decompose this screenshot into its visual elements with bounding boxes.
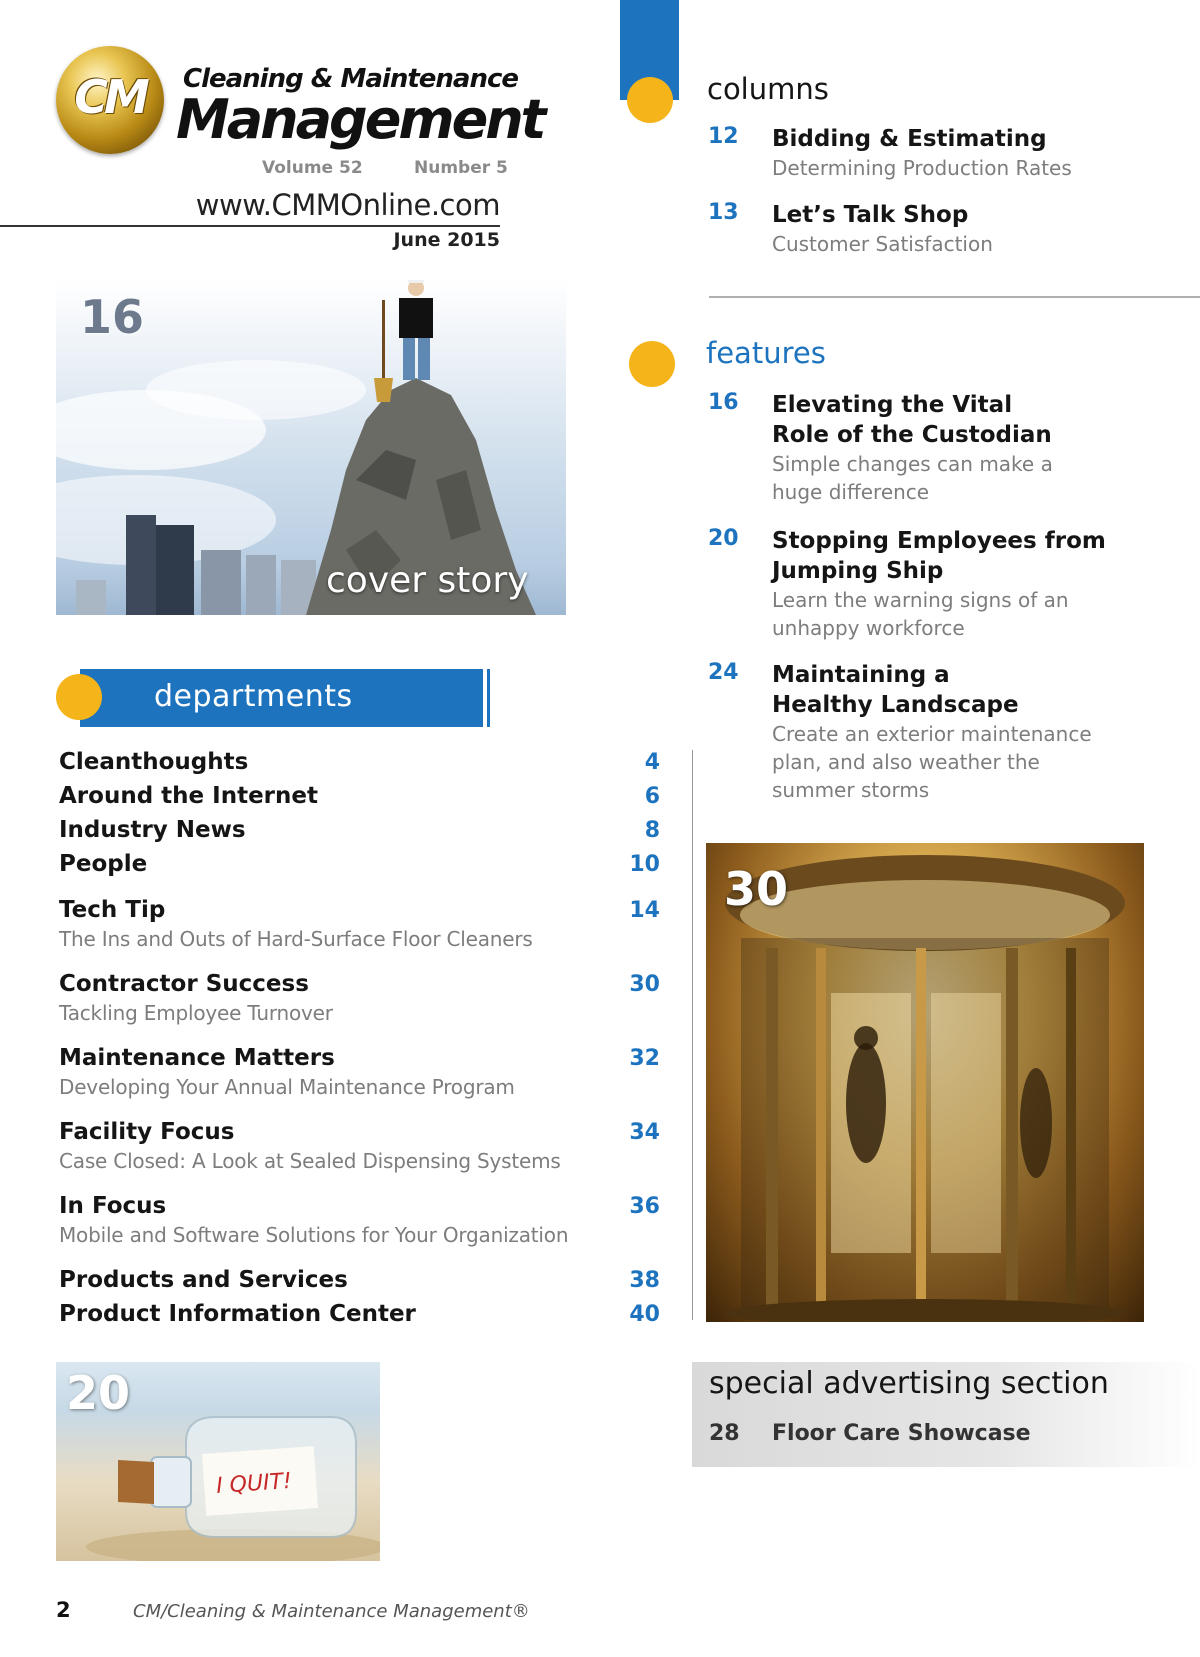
column-divider	[692, 750, 693, 1320]
issue-date: June 2015	[393, 229, 500, 251]
special-section-title: special advertising section	[709, 1366, 1109, 1401]
department-title: Facility Focus	[59, 1119, 235, 1145]
departments-banner-edge	[487, 669, 490, 727]
column-subtitle: Determining Production Rates	[772, 156, 1072, 180]
department-title: Tech Tip	[59, 897, 166, 923]
feature-title-line: Healthy Landscape	[772, 692, 1019, 718]
department-subtitle: Developing Your Annual Maintenance Program	[59, 1075, 515, 1099]
department-item[interactable]	[59, 783, 318, 809]
department-subtitle: Mobile and Software Solutions for Your Organization	[59, 1223, 569, 1247]
department-page: 6	[644, 784, 660, 809]
department-item[interactable]	[59, 897, 533, 951]
logo-line-1: Cleaning & Maintenance	[183, 64, 519, 94]
department-title: Around the Internet	[59, 783, 318, 809]
feature-title-line: Jumping Ship	[772, 558, 944, 584]
columns-bullet-icon	[627, 77, 673, 123]
department-subtitle: Tackling Employee Turnover	[59, 1001, 333, 1025]
feature-entry[interactable]	[708, 526, 1188, 642]
department-title: In Focus	[59, 1193, 167, 1219]
feature-title-line: Maintaining a	[772, 662, 950, 688]
bottle-image-page-number: 20	[66, 1366, 131, 1420]
door-image-page-number: 30	[724, 862, 789, 916]
footer-publication: CM/Cleaning & Maintenance Management®	[133, 1601, 530, 1622]
feature-subtitle-line: Learn the warning signs of an	[772, 588, 1069, 612]
department-item[interactable]	[59, 1267, 348, 1293]
column-page: 13	[708, 200, 739, 225]
feature-subtitle-line: huge difference	[772, 480, 930, 504]
feature-page: 16	[708, 390, 739, 415]
department-item[interactable]	[59, 1119, 561, 1173]
masthead-divider	[0, 225, 500, 227]
departments-bullet-icon	[56, 674, 102, 720]
department-item[interactable]	[59, 1045, 515, 1099]
department-page: 38	[629, 1268, 660, 1293]
feature-subtitle-line: Create an exterior maintenance	[772, 722, 1092, 746]
features-bullet-icon	[629, 341, 675, 387]
column-subtitle: Customer Satisfaction	[772, 232, 993, 256]
column-entry[interactable]	[708, 124, 1188, 182]
department-page: 40	[629, 1302, 660, 1327]
department-title: Industry News	[59, 817, 246, 843]
department-title: Contractor Success	[59, 971, 309, 997]
feature-page: 24	[708, 660, 739, 685]
feature-subtitle-line: unhappy workforce	[772, 616, 965, 640]
department-item[interactable]	[59, 851, 147, 877]
department-item[interactable]	[59, 1193, 568, 1247]
features-title: features	[706, 336, 826, 370]
feature-title-line: Stopping Employees from	[772, 528, 1106, 554]
special-section-item[interactable]: Floor Care Showcase	[772, 1421, 1031, 1446]
volume-label: Volume 52	[262, 158, 363, 178]
bottle-note-text: I QUIT!	[215, 1468, 293, 1500]
columns-divider	[709, 296, 1200, 298]
department-title: Product Information Center	[59, 1301, 416, 1327]
column-page: 12	[708, 124, 739, 149]
feature-subtitle-line: plan, and also weather the	[772, 750, 1040, 774]
department-item[interactable]	[59, 971, 333, 1025]
department-item[interactable]	[59, 817, 246, 843]
feature-title-line: Elevating the Vital	[772, 392, 1013, 418]
feature-title-line: Role of the Custodian	[772, 422, 1052, 448]
column-title: Bidding & Estimating	[772, 126, 1047, 152]
department-title: Cleanthoughts	[59, 749, 249, 775]
magazine-logo-badge	[56, 46, 164, 154]
feature-entry[interactable]	[708, 660, 1188, 804]
feature-entry[interactable]	[708, 390, 1188, 506]
feature-subtitle-line: Simple changes can make a	[772, 452, 1053, 476]
department-page: 4	[644, 750, 660, 775]
department-page: 34	[629, 1120, 660, 1145]
department-page: 10	[629, 852, 660, 877]
department-page: 8	[644, 818, 660, 843]
website-url[interactable]: www.CMMOnline.com	[195, 188, 500, 222]
department-subtitle: Case Closed: A Look at Sealed Dispensing Systems	[59, 1149, 561, 1173]
column-entry[interactable]	[708, 200, 1188, 258]
logo-mark: CM	[74, 70, 146, 124]
department-page: 30	[629, 972, 660, 997]
cover-story-caption: cover story	[326, 560, 529, 601]
feature-subtitle-line: summer storms	[772, 778, 930, 802]
issue-number-label: Number 5	[414, 158, 508, 178]
special-section-page: 28	[709, 1421, 740, 1446]
departments-title: departments	[154, 679, 353, 714]
department-page: 32	[629, 1046, 660, 1071]
department-page: 14	[629, 898, 660, 923]
columns-title: columns	[707, 72, 829, 106]
department-page: 36	[629, 1194, 660, 1219]
department-item[interactable]	[59, 749, 248, 775]
department-title: People	[59, 851, 148, 877]
column-title: Let’s Talk Shop	[772, 202, 969, 228]
feature-page: 20	[708, 526, 739, 551]
logo-line-2: Management	[176, 88, 544, 151]
department-subtitle: The Ins and Outs of Hard-Surface Floor Cleaners	[59, 927, 533, 951]
department-title: Products and Services	[59, 1267, 348, 1293]
department-title: Maintenance Matters	[59, 1045, 335, 1071]
footer-page-number: 2	[56, 1598, 71, 1622]
department-item[interactable]	[59, 1301, 416, 1327]
cover-story-page-number: 16	[80, 290, 145, 344]
